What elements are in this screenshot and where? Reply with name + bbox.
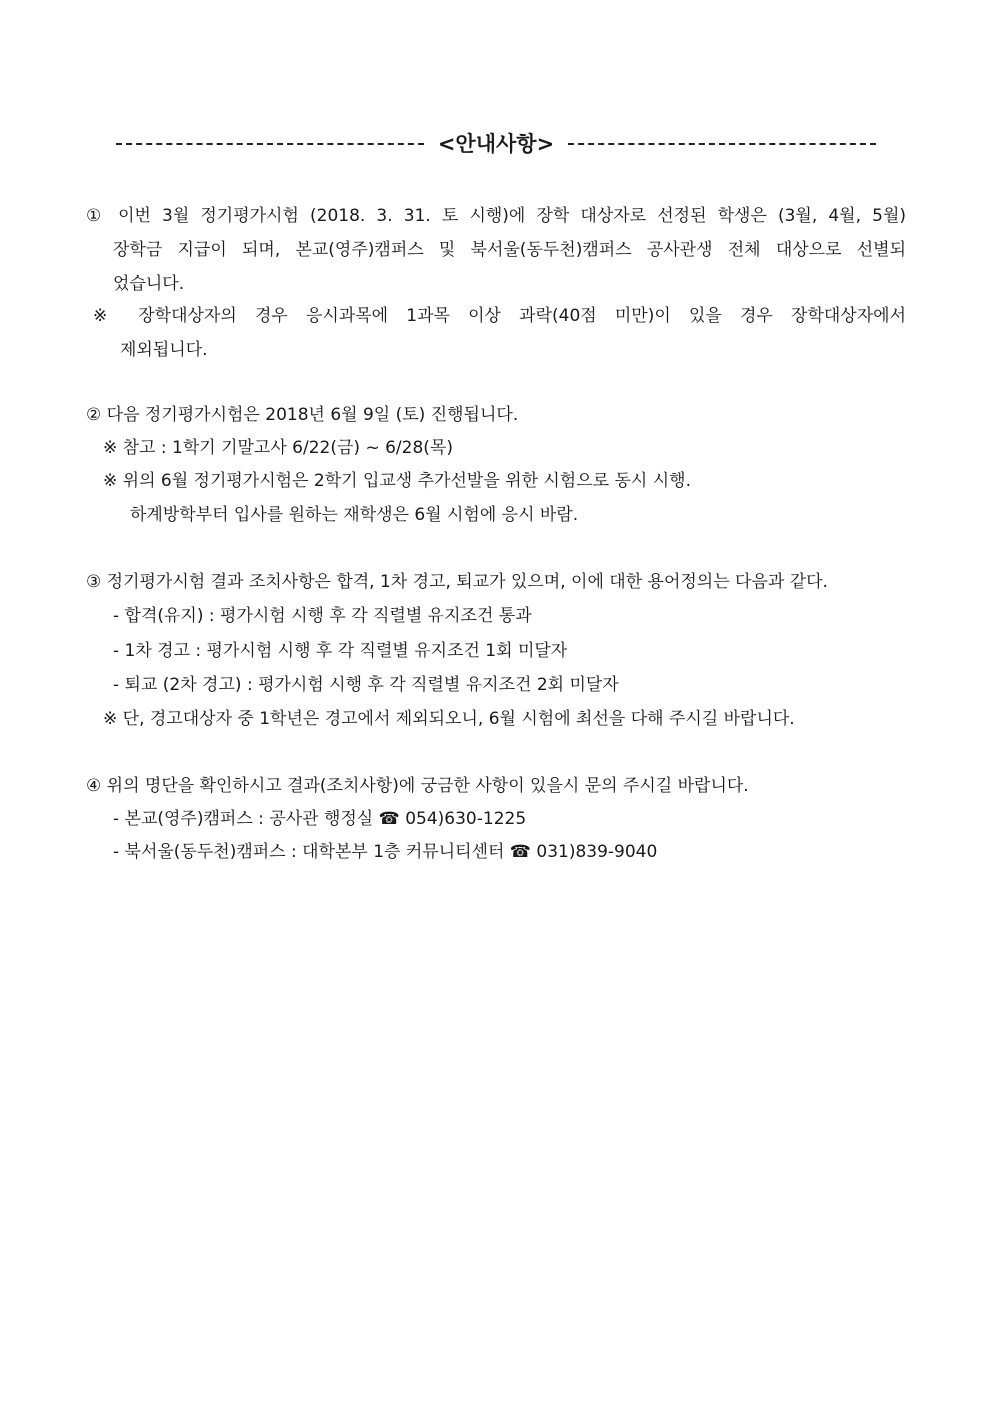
section1-line1: ① 이번 3월 정기평가시험 (2018. 3. 31. 토 시행)에 장학 대상자로 선정된 학생은 (3월, 4월, 5월): [86, 206, 906, 226]
section1-note1: ※ 장학대상자의 경우 응시과목에 1과목 이상 과락(40점 미만)이 있을 경우 장학대상자에서: [93, 306, 906, 326]
section1-line2: 장학금 지급이 되며, 본교(영주)캠퍼스 및 북서울(동두천)캠퍼스 공사관생 전체 대상으로 선별되: [113, 240, 906, 260]
section3-line1: ③ 정기평가시험 결과 조치사항은 합격, 1차 경고, 퇴교가 있으며, 이에 대한 용어정의는 다음과 같다.: [86, 572, 828, 592]
section4-contact-yeongju: - 본교(영주)캠퍼스 : 공사관 행정실 ☎ 054)630-1225: [113, 809, 527, 829]
section2-note1: ※ 참고 : 1학기 기말고사 6/22(금) ~ 6/28(목): [103, 438, 453, 458]
page-title: <안내사항>: [437, 132, 555, 156]
notice-title-row: [116, 128, 876, 158]
section3-item3: - 퇴교 (2차 경고) : 평가시험 시행 후 각 직렬별 유지조건 2회 미달자: [113, 675, 619, 695]
section2-note2: ※ 위의 6월 정기평가시험은 2학기 입교생 추가선발을 위한 시험으로 동시 시행.: [103, 471, 691, 491]
title-divider-right: [568, 143, 876, 145]
section4-contact-dongducheon: - 북서울(동두천)캠퍼스 : 대학본부 1층 커뮤니티센터 ☎ 031)839-9040: [113, 842, 658, 862]
section2-note3: 하계방학부터 입사를 원하는 재학생은 6월 시험에 응시 바람.: [130, 505, 579, 525]
section2-line1: ② 다음 정기평가시험은 2018년 6월 9일 (토) 진행됩니다.: [86, 405, 519, 425]
section1-note2: 제외됩니다.: [120, 340, 208, 360]
section3-note1: ※ 단, 경고대상자 중 1학년은 경고에서 제외되오니, 6월 시험에 최선을 다해 주시길 바랍니다.: [103, 709, 795, 729]
section3-item2: - 1차 경고 : 평가시험 시행 후 각 직렬별 유지조건 1회 미달자: [113, 641, 568, 661]
section3-item1: - 합격(유지) : 평가시험 시행 후 각 직렬별 유지조건 통과: [113, 606, 532, 626]
section4-line1: ④ 위의 명단을 확인하시고 결과(조치사항)에 궁금한 사항이 있을시 문의 주시길 바랍니다.: [86, 776, 749, 796]
section1-line3: 었습니다.: [113, 274, 185, 294]
title-divider-left: [116, 143, 424, 145]
